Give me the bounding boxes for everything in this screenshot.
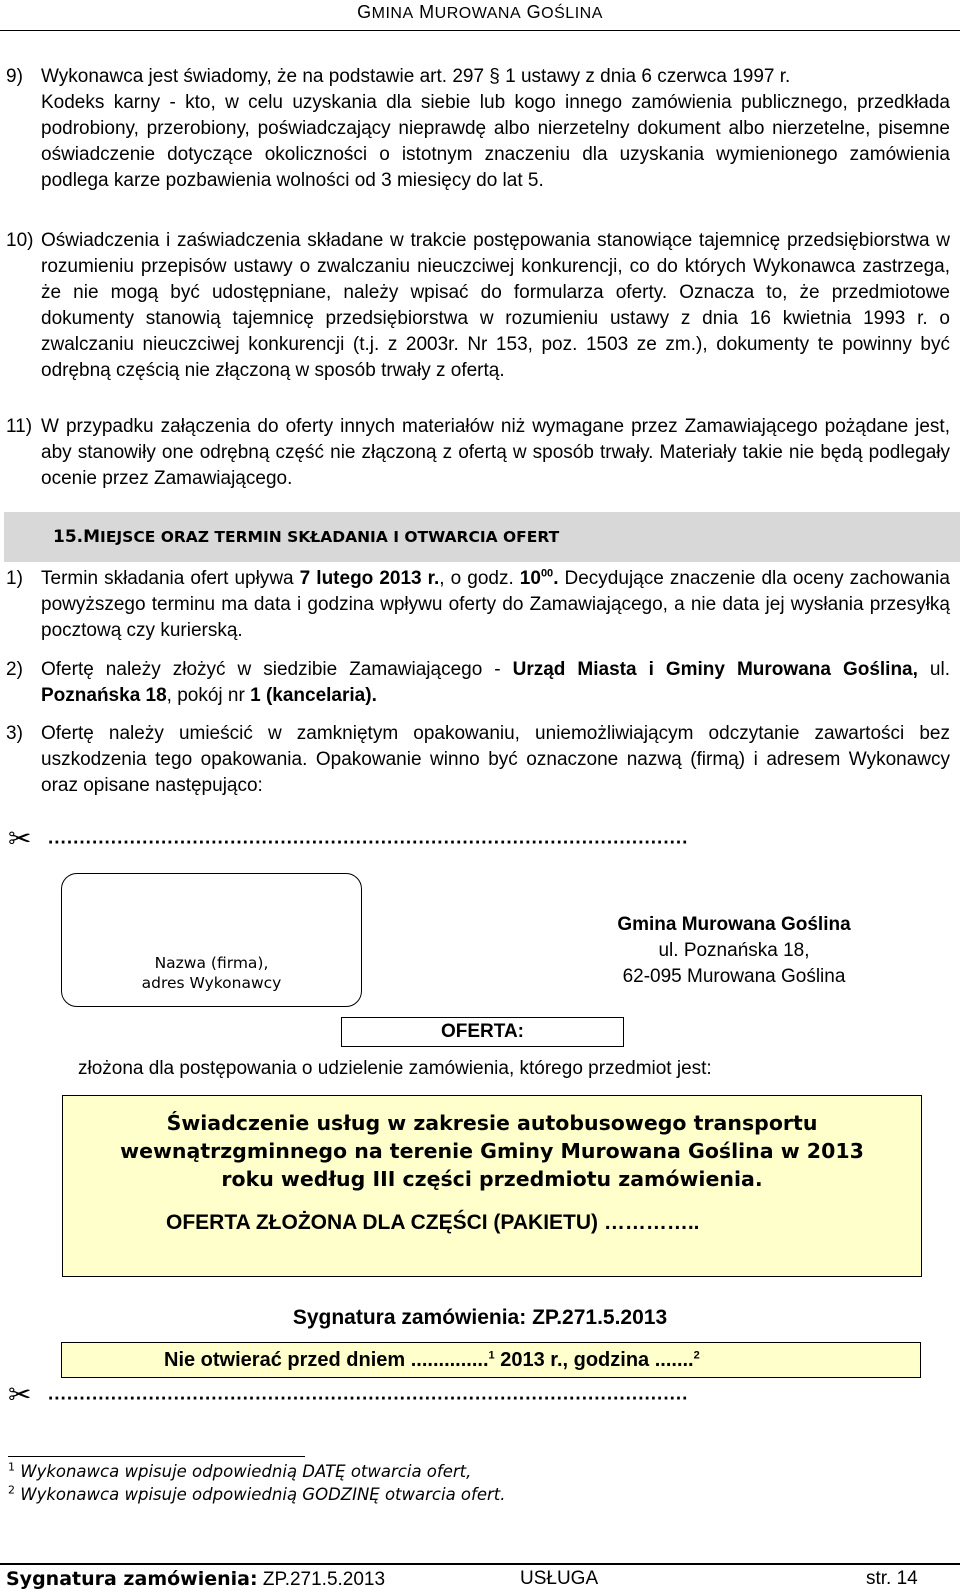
text-run: , pokój nr [166,685,251,706]
offer-label-box [341,1017,624,1047]
recipient-name: Gmina Murowana Goślina [617,914,851,935]
header-divider [0,30,960,31]
offer-label: OFERTA: [440,1021,525,1042]
subject-line: wewnątrzgminnego na terenie Gminy Murowana Goślina w 2013 [120,1139,864,1163]
item-number: 1) [6,568,23,589]
header-word: OŚLINA [541,5,603,22]
text-run: Ofertę należy złożyć w siedzibie Zamawiającego - [41,659,513,680]
text-run: Decydujące znaczenie dla oceny zachowania powyższego terminu ma data i godzina wpływu oferty do Zamawiającego, a nie data jej wysłania przesyłką pocztową czy kurierską. [41,568,950,641]
list-item-11 [6,414,950,492]
footnote-number: 2 [8,1483,15,1497]
recipient-street: ul. Poznańska 18, [658,940,810,961]
part-field: OFERTA ZŁOŻONA DLA CZĘŚCI (PAKIETU) ………….. [166,1211,700,1234]
footnote-text: Wykonawca wpisuje odpowiednią DATĘ otwarcia ofert, [20,1462,472,1481]
item-text [41,566,950,644]
item-text: Ofertę należy umieścić w zamkniętym opakowaniu, uniemożliwiającym odczytanie zawartości bez uszkodzenia tego opakowania. Opakowanie winno być oznaczone nazwą (firmą) i adresem Wykonawcy oraz opisane następująco: [41,723,950,796]
recipient-city: 62-095 Murowana Goślina [622,966,846,987]
do-not-open-box [61,1342,921,1378]
item-number: 9) [6,66,23,87]
cut-line-bottom [8,1378,908,1411]
footnote-ref: 2 [693,1349,700,1362]
footnote-2 [8,1485,505,1504]
room-number: 1 (kancelaria). [250,685,377,706]
footnote-divider [8,1456,305,1457]
subject-line: Świadczenie usług w zakresie autobusowego transportu [166,1111,818,1135]
item-number: 10) [6,230,34,251]
text-run: 2013 r., godzina ....... [494,1349,694,1371]
street-address: Poznańska 18 [41,685,167,706]
section-item-2 [6,657,950,709]
item-number: 11) [6,416,33,437]
footnote-ref: 1 [488,1349,495,1362]
item-text: W przypadku załączenia do oferty innych materiałów niż wymagane przez Zamawiającego pożądane jest, aby stanowiły one odrębną część nie złączoną z ofertą w sposób trwały. Materiały takie nie będą podlegały ocenie przez Zamawiającego. [41,416,950,489]
header-letter: G [357,2,372,22]
list-item-10 [6,228,950,384]
do-not-open-text [164,1349,700,1372]
sender-box [61,873,362,1007]
cut-line-top [8,822,908,855]
item-number: 2) [6,659,23,680]
subject-title [63,1109,921,1193]
scissors-icon: ✂ [8,1379,32,1410]
item-text [41,657,950,709]
text-run: . [553,568,559,589]
footnote-number: 1 [8,1460,15,1474]
cut-dots: ...................................................................................................... [48,1383,689,1405]
footer-divider [0,1563,960,1565]
sender-label: adres Wykonawcy [141,974,282,992]
sender-label: Nazwa (firma), [154,954,269,972]
footer-signature-label: Sygnatura zamówienia: [6,1568,258,1590]
section-heading-bar [4,512,960,562]
text-run: Nie otwierać przed dniem .............. [164,1349,489,1371]
section-title-rest: IEJSCE ORAZ TERMIN SKŁADANIA I OTWARCIA OFERT [100,528,560,546]
list-item-9 [6,64,950,194]
offer-lead-text: złożona dla postępowania o udzielenie zamówienia, którego przedmiot jest: [78,1058,712,1079]
text-run: ul. [917,659,950,680]
section-item-1 [6,566,950,644]
office-name: Urząd Miasta i Gminy Murowana Goślina, [512,659,918,680]
footer-signature-value: ZP.271.5.2013 [262,1569,386,1590]
header-word: UROWANA [434,5,522,22]
footnote-text: Wykonawca wpisuje odpowiednią GODZINĘ otwarcia ofert. [20,1485,506,1504]
header-letter: G [526,2,542,22]
item-number: 3) [6,723,23,744]
item-text: Wykonawca jest świadomy, że na podstawie art. 297 § 1 ustawy z dnia 6 czerwca 1997 r. [41,66,791,87]
section-number: 15. [53,527,84,547]
recipient-address [576,912,892,990]
footer-type: USŁUGA [520,1568,599,1589]
deadline-minutes: 00 [540,567,554,580]
order-signature: Sygnatura zamówienia: ZP.271.5.2013 [292,1306,668,1329]
subject-box [62,1095,922,1277]
cut-dots: ...................................................................................................... [48,827,689,849]
scissors-icon: ✂ [8,823,32,854]
footer-signature [6,1568,385,1591]
footnote-1 [8,1462,471,1481]
section-title [53,527,559,547]
item-text: Kodeks karny - kto, w celu uzyskania dla siebie lub kogo innego zamówienia publicznego, przedkłada podrobiony, przerobiony, poświadczający nieprawdę albo nierzetelny dokument albo nierzetelne, pisemne oświadczenie dotyczące okoliczności o istotnym znaczeniu dla uzyskania wymienionego zamówienia podlega karze pozbawienia wolności od 3 miesięcy do lat 5. [41,92,950,191]
footer-page-number: str. 14 [866,1568,918,1589]
header-letter: M [419,2,435,22]
item-text: Oświadczenia i zaświadczenia składane w trakcie postępowania stanowiące tajemnicę przedsiębiorstwa w rozumieniu przepisów ustawy o zwalczaniu nieuczciwej konkurencji, co do których Wykonawca zastrzega, że nie mogą być udostępniane, należy wpisać do formularza oferty. Oznacza to, że przedmiotowe dokumenty stanowią tajemnicę przedsiębiorstwa w rozumieniu ustawy z dnia 16 kwietnia 1993 r. o zwalczaniu nieuczciwej konkurencji (t.j. z 2003r. Nr 153, poz. 1503 ze zm.), dokumenty te powinny być odrębną częścią nie złączoną w sposób trwały z ofertą. [41,230,950,381]
deadline-hour: 10 [519,568,541,589]
section-item-3 [6,721,950,799]
section-title-initial: M [83,527,101,547]
text-run: , o godz. [439,568,520,589]
header-word: MINA [371,5,414,22]
page-header [0,2,960,23]
text-run: Termin składania ofert upływa [41,568,300,589]
subject-line: roku według III części przedmiotu zamówienia. [221,1167,763,1191]
deadline-date: 7 lutego 2013 r. [299,568,440,589]
